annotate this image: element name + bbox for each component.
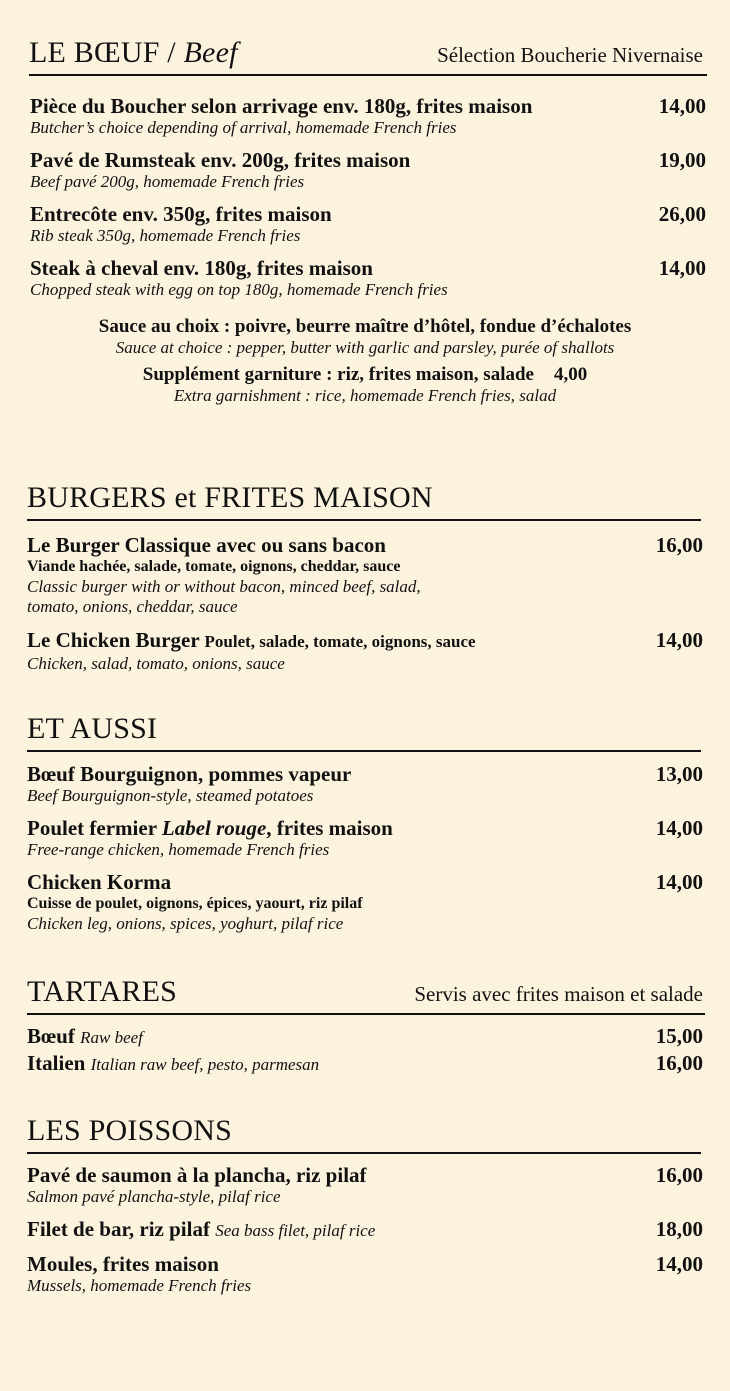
item-description: Italian raw beef, pesto, parmesan — [90, 1055, 320, 1074]
item-name: Le Burger Classique avec ou sans bacon — [27, 533, 386, 557]
item-price: 16,00 — [655, 1163, 703, 1187]
item-price: 18,00 — [655, 1217, 703, 1241]
menu-item — [27, 1024, 703, 1050]
section-subtitle: Servis avec frites maison et salade — [414, 982, 703, 1006]
item-description: Chicken, salad, tomato, onions, sauce — [27, 654, 285, 673]
item-description: Classic burger with or without bacon, minced beef, salad, — [27, 577, 421, 596]
item-name: Pièce du Boucher selon arrivage env. 180g, frites maison — [30, 94, 533, 118]
item-description: Sea bass filet, pilaf rice — [215, 1221, 376, 1240]
item-description: Mussels, homemade French fries — [27, 1276, 252, 1295]
extra-price: 4,00 — [554, 364, 588, 385]
item-description: tomato, onions, cheddar, sauce — [27, 597, 238, 616]
section-header — [27, 1114, 701, 1154]
item-name: Bœuf Raw beef — [27, 1024, 143, 1048]
menu-item — [27, 762, 703, 806]
item-detail: Cuisse de poulet, oignons, épices, yaourt, riz pilaf — [27, 895, 363, 912]
menu-item — [27, 533, 703, 617]
item-name: Le Chicken Burger Poulet, salade, tomate, oignons, sauce — [27, 628, 476, 652]
menu-item — [27, 1163, 703, 1207]
section-title: TARTARES — [27, 975, 178, 1008]
menu-item — [27, 816, 703, 860]
item-name: Pavé de Rumsteak env. 200g, frites maison — [30, 148, 411, 172]
item-price: 15,00 — [655, 1024, 703, 1048]
section-header — [29, 36, 707, 76]
section-beef — [0, 36, 730, 299]
section-header — [27, 975, 705, 1015]
section-title: LES POISSONS — [27, 1114, 232, 1147]
item-detail: Viande hachée, salade, tomate, oignons, cheddar, sauce — [27, 558, 401, 575]
item-price: 14,00 — [655, 816, 703, 840]
section-header — [27, 712, 701, 752]
item-name: Filet de bar, riz pilaf Sea bass filet, pilaf rice — [27, 1217, 376, 1241]
item-price: 16,00 — [655, 533, 703, 557]
item-description: Chicken leg, onions, spices, yoghurt, pilaf rice — [27, 914, 344, 933]
menu-item — [27, 1051, 703, 1077]
menu-item — [30, 94, 706, 138]
item-price: 14,00 — [655, 870, 703, 894]
section-subtitle: Sélection Boucherie Nivernaise — [437, 43, 703, 67]
extra-note — [0, 364, 730, 406]
item-detail: Poulet, salade, tomate, oignons, sauce — [204, 632, 476, 651]
item-name: Italien Italian raw beef, pesto, parmesan — [27, 1051, 320, 1075]
section-title: ET AUSSI — [27, 712, 158, 745]
item-price: 14,00 — [655, 628, 703, 652]
extra-en: Extra garnishment : rice, homemade French fries, salad — [173, 386, 557, 405]
sauce-en: Sauce at choice : pepper, butter with garlic and parsley, purée of shallots — [115, 338, 615, 357]
item-name: Chicken Korma — [27, 870, 172, 894]
section-burgers — [0, 481, 730, 673]
section-poissons — [0, 1114, 730, 1295]
menu-item — [27, 628, 703, 674]
item-price: 14,00 — [658, 94, 706, 118]
sauce-note — [0, 316, 730, 358]
menu-item — [30, 148, 706, 192]
item-description: Beef pavé 200g, homemade French fries — [30, 172, 305, 191]
extra-fr: Supplément garniture : riz, frites maison, salade 4,00 — [142, 364, 588, 385]
item-description: Free-range chicken, homemade French fries — [27, 840, 330, 859]
item-description: Butcher’s choice depending of arrival, homemade French fries — [30, 118, 457, 137]
item-description: Beef Bourguignon-style, steamed potatoes — [27, 786, 314, 805]
section-aussi — [0, 712, 730, 933]
item-description: Chopped steak with egg on top 180g, homemade French fries — [30, 280, 448, 299]
item-description: Salmon pavé plancha-style, pilaf rice — [27, 1187, 281, 1206]
section-title: LE BŒUF / Beef — [29, 36, 238, 69]
section-title: BURGERS et FRITES MAISON — [27, 481, 433, 514]
item-description: Raw beef — [80, 1028, 143, 1047]
menu-item — [27, 870, 703, 934]
item-price: 13,00 — [655, 762, 703, 786]
item-name: Moules, frites maison — [27, 1252, 219, 1276]
sauce-fr: Sauce au choix : poivre, beurre maître d’hôtel, fondue d’échalotes — [98, 316, 632, 337]
item-name: Pavé de saumon à la plancha, riz pilaf — [27, 1163, 367, 1187]
section-title-en: Beef — [183, 36, 238, 69]
item-name: Bœuf Bourguignon, pommes vapeur — [27, 762, 352, 786]
item-price: 19,00 — [658, 148, 706, 172]
item-name: Steak à cheval env. 180g, frites maison — [30, 256, 373, 280]
section-tartares — [0, 975, 730, 1075]
menu-item — [30, 256, 706, 300]
section-header — [27, 481, 701, 521]
menu-item — [27, 1252, 703, 1296]
menu-item — [27, 1217, 703, 1243]
item-price: 14,00 — [655, 1252, 703, 1276]
menu-item — [30, 202, 706, 246]
item-description: Rib steak 350g, homemade French fries — [30, 226, 301, 245]
item-price: 16,00 — [655, 1051, 703, 1075]
item-name: Poulet fermier Label rouge, frites maison — [27, 816, 393, 840]
item-name: Entrecôte env. 350g, frites maison — [30, 202, 332, 226]
item-price: 14,00 — [658, 256, 706, 280]
item-price: 26,00 — [658, 202, 706, 226]
